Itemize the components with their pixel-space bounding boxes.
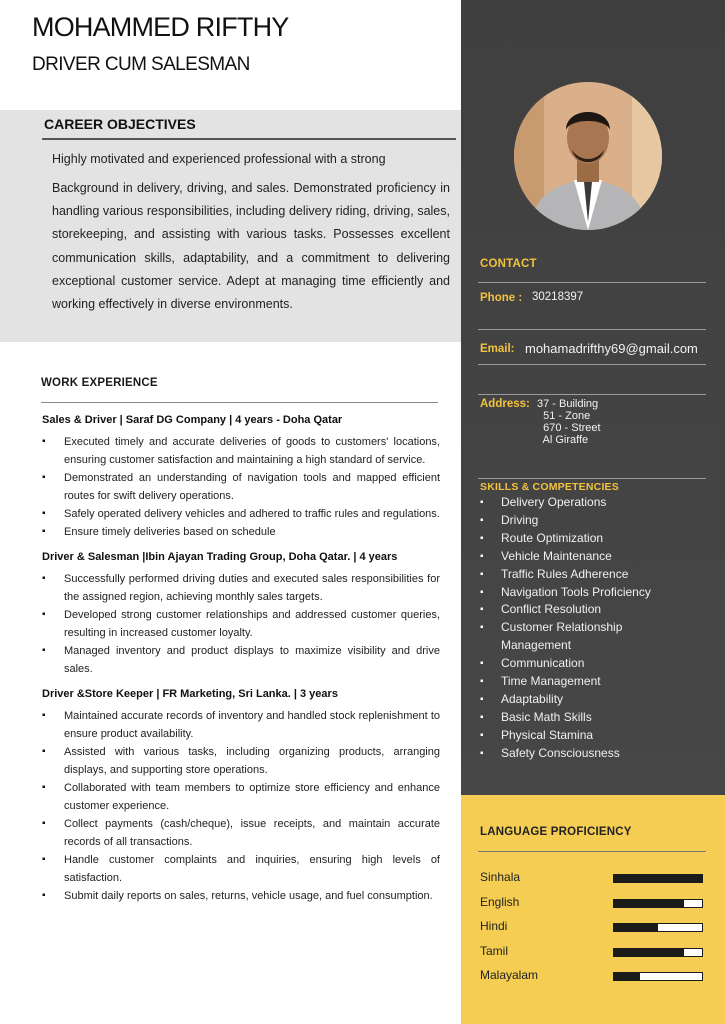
skills-heading: SKILLS & COMPETENCIES bbox=[480, 481, 619, 493]
job-duty-item: ▪ Safely operated delivery vehicles and adhered to traffic rules and regulations. bbox=[42, 505, 440, 523]
skill-item: ▪ Driving bbox=[480, 512, 680, 530]
address-label: Address: bbox=[480, 398, 530, 410]
language-row bbox=[480, 944, 704, 960]
job-duty-item: ▪ Ensure timely deliveries based on schedule bbox=[42, 523, 440, 541]
section-divider bbox=[42, 138, 456, 140]
skill-item: ▪ Customer Relationship Management bbox=[480, 619, 680, 655]
language-level-bar bbox=[613, 948, 703, 957]
candidate-name: MOHAMMED RIFTHY bbox=[32, 12, 289, 42]
language-level-bar bbox=[613, 874, 703, 883]
profile-photo bbox=[514, 82, 662, 230]
objective-body: Background in delivery, driving, and sales. Demonstrated proficiency in handling various responsibilities, including delivery riding, driving, sales, storekeeping, and assisting with various tasks. Possesses excellent communication skills, adaptability, and a commitment to delivering exceptional customer service. Adept at managing time efficiently and working effectively in diverse environments. bbox=[52, 181, 450, 312]
work-experience-list bbox=[42, 414, 454, 915]
language-level-fill bbox=[614, 875, 702, 882]
email-value[interactable]: mohamadrifthy69@gmail.com bbox=[525, 341, 698, 356]
section-divider bbox=[41, 402, 438, 403]
language-row bbox=[480, 870, 704, 886]
contact-heading: CONTACT bbox=[480, 258, 537, 270]
job-duties bbox=[42, 570, 454, 678]
skill-item: ▪ Physical Stamina bbox=[480, 727, 680, 745]
language-name: Hindi bbox=[480, 919, 508, 933]
contact-divider bbox=[478, 329, 706, 330]
language-row bbox=[480, 919, 704, 935]
objective-first-line: Highly motivated and experienced professional with a strong bbox=[52, 152, 386, 166]
job-duties bbox=[42, 707, 454, 905]
language-level-bar bbox=[613, 923, 703, 932]
job-duty-item: ▪ Developed strong customer relationships and addressed customer queries, resulting in increased customer loyalty. bbox=[42, 606, 440, 642]
job-duty-item: ▪ Assisted with various tasks, including organizing products, arranging displays, and supporting store operations. bbox=[42, 743, 440, 779]
skill-item: ▪ Navigation Tools Proficiency bbox=[480, 584, 680, 602]
candidate-job-title: DRIVER CUM SALESMAN bbox=[32, 54, 250, 75]
skill-item: ▪ Safety Consciousness bbox=[480, 745, 680, 763]
address-value bbox=[537, 398, 601, 446]
phone-label: Phone : bbox=[480, 292, 523, 304]
email-label: Email: bbox=[480, 343, 515, 355]
language-level-fill bbox=[614, 924, 658, 931]
skill-item: ▪ Basic Math Skills bbox=[480, 709, 680, 727]
language-level-fill bbox=[614, 949, 684, 956]
phone-value[interactable]: 30218397 bbox=[532, 291, 584, 303]
skills-divider bbox=[478, 478, 706, 479]
contact-divider bbox=[478, 282, 706, 283]
language-row bbox=[480, 895, 704, 911]
skill-item: ▪ Time Management bbox=[480, 673, 680, 691]
language-level-fill bbox=[614, 973, 640, 980]
skill-item: ▪ Vehicle Maintenance bbox=[480, 548, 680, 566]
skill-item: ▪ Adaptability bbox=[480, 691, 680, 709]
job-duty-item: ▪ Submit daily reports on sales, returns, vehicle usage, and fuel consumption. bbox=[42, 887, 440, 905]
language-name: Malayalam bbox=[480, 968, 539, 982]
skill-item: ▪ Communication bbox=[480, 655, 680, 673]
job-title: Driver & Salesman |Ibin Ajayan Trading Group, Doha Qatar. | 4 years bbox=[42, 551, 398, 563]
work-experience-heading: WORK EXPERIENCE bbox=[41, 377, 158, 389]
job-duty-item: ▪ Successfully performed driving duties and executed sales responsibilities for the assigned region, achieving monthly sales targets. bbox=[42, 570, 440, 606]
job-duty-item: ▪ Managed inventory and product displays to maximize visibility and drive sales. bbox=[42, 642, 440, 678]
language-level-bar bbox=[613, 899, 703, 908]
job-duty-item: ▪ Executed timely and accurate deliveries of goods to customers' locations, ensuring customer satisfaction and maintaining a high standard of service. bbox=[42, 433, 440, 469]
address-line: 51 - Zone bbox=[537, 410, 591, 422]
address-line: 670 - Street bbox=[537, 422, 601, 434]
language-name: English bbox=[480, 894, 520, 909]
skill-item: ▪ Conflict Resolution bbox=[480, 601, 680, 619]
language-name: Sinhala bbox=[480, 870, 521, 884]
address-line: 37 - Building bbox=[537, 398, 599, 410]
job-duty-item: ▪ Demonstrated an understanding of navigation tools and mapped efficient routes for swift delivery operations. bbox=[42, 469, 440, 505]
job-duties bbox=[42, 433, 454, 541]
job-duty-item: ▪ Collaborated with team members to optimize store efficiency and enhance customer experience. bbox=[42, 779, 440, 815]
job-title: Sales & Driver | Saraf DG Company | 4 years - Doha Qatar bbox=[42, 414, 343, 426]
job-duty-item: ▪ Maintained accurate records of inventory and handled stock replenishment to ensure product availability. bbox=[42, 707, 440, 743]
contact-divider bbox=[478, 364, 706, 365]
skills-list bbox=[480, 494, 680, 763]
career-objectives-heading: CAREER OBJECTIVES bbox=[44, 116, 196, 132]
language-name: Tamil bbox=[480, 943, 509, 958]
contact-divider bbox=[478, 394, 706, 395]
skill-item: ▪ Route Optimization bbox=[480, 530, 680, 548]
language-divider bbox=[478, 851, 706, 852]
language-level-bar bbox=[613, 972, 703, 981]
skill-item: ▪ Traffic Rules Adherence bbox=[480, 566, 680, 584]
job-duty-item: ▪ Handle customer complaints and inquiries, ensuring high levels of satisfaction. bbox=[42, 851, 440, 887]
language-proficiency-heading: LANGUAGE PROFICIENCY bbox=[480, 826, 632, 838]
job-duty-item: ▪ Collect payments (cash/cheque), issue receipts, and maintain accurate records of all transactions. bbox=[42, 815, 440, 851]
language-row bbox=[480, 968, 704, 984]
language-level-fill bbox=[614, 900, 684, 907]
job-entry bbox=[42, 414, 454, 541]
skill-item: ▪ Delivery Operations bbox=[480, 494, 680, 512]
job-title: Driver &Store Keeper | FR Marketing, Sri Lanka. | 3 years bbox=[42, 688, 338, 700]
job-entry bbox=[42, 551, 454, 678]
address-line: Al Giraffe bbox=[537, 434, 589, 446]
job-entry bbox=[42, 688, 454, 905]
